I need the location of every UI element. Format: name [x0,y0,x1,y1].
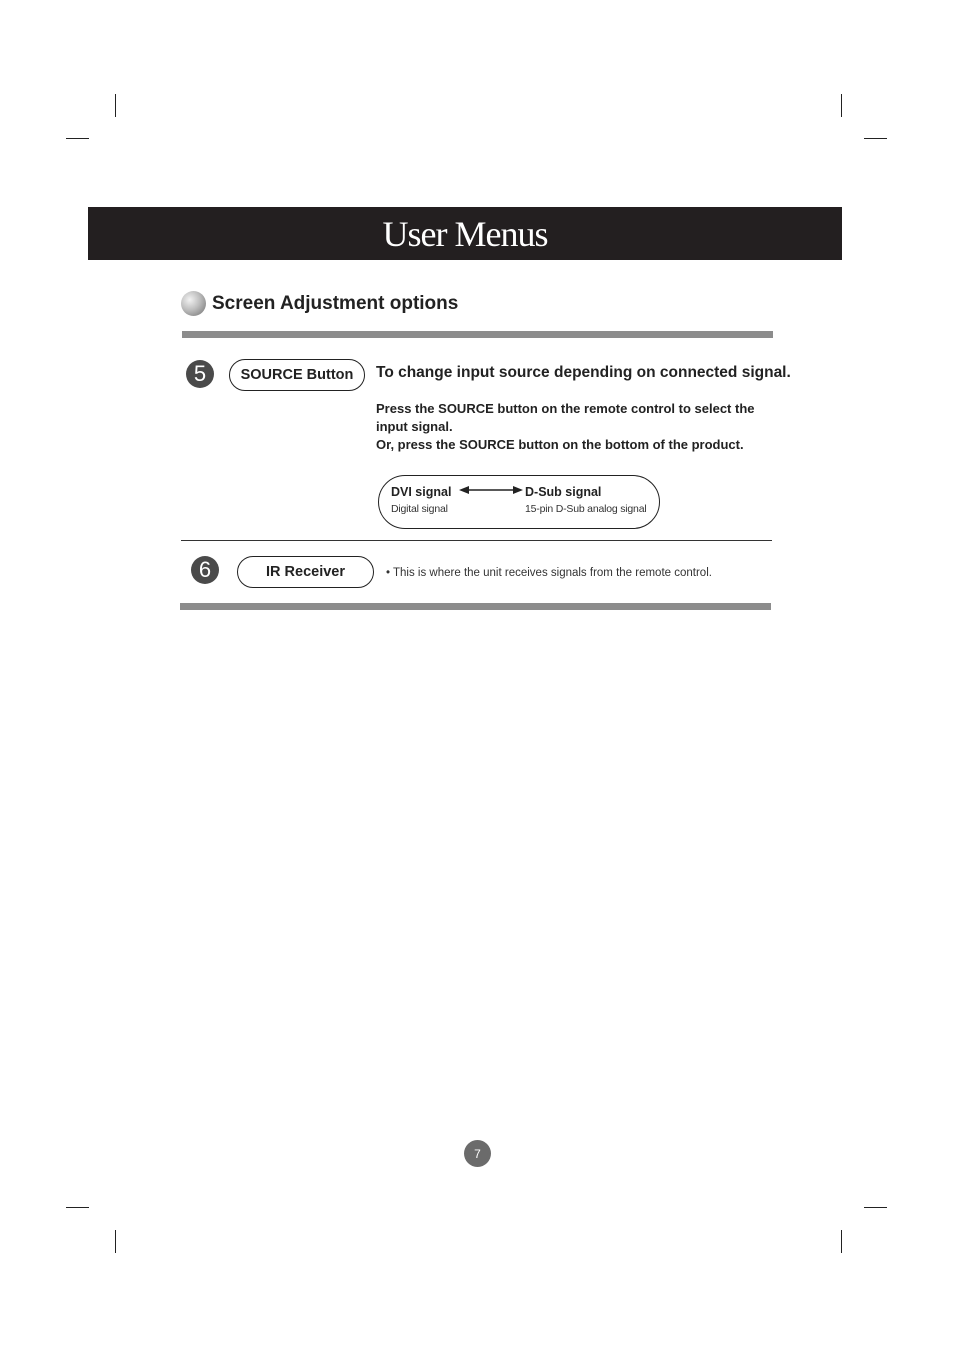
ir-receiver-note [386,567,712,579]
bullet-dot-icon: • [386,567,394,579]
crop-mark [841,1230,842,1253]
item-number-badge: 6 [191,556,219,584]
dvi-signal-sub: Digital signal [391,503,448,515]
dsub-signal-sub: 15-pin D-Sub analog signal [525,503,647,515]
page-title: User Menus [382,213,548,254]
crop-mark [115,94,116,117]
dvi-signal-label: DVI signal [391,485,452,499]
double-arrow-icon [459,485,523,495]
crop-mark [66,1207,89,1208]
signal-toggle-box [378,475,660,529]
crop-mark [115,1230,116,1253]
section-top-rule [182,331,773,338]
ir-note-text: This is where the unit receives signals from the remote control. [393,567,712,579]
crop-mark [864,1207,887,1208]
ir-receiver-label: IR Receiver [237,556,374,588]
title-bar [88,207,842,260]
item-description [376,400,796,454]
item-divider [181,540,772,541]
page-number: 7 [464,1140,491,1167]
item-heading: To change input source depending on connected signal. [376,364,791,381]
section-title: Screen Adjustment options [212,292,459,314]
description-line: input signal. [376,419,453,434]
crop-mark [66,138,89,139]
description-line: Press the SOURCE button on the remote control to select the [376,401,755,416]
item-number-badge: 5 [186,360,214,388]
description-line: Or, press the SOURCE button on the bottom of the product. [376,437,744,452]
crop-mark [864,138,887,139]
crop-mark [841,94,842,117]
dsub-signal-label: D-Sub signal [525,485,602,499]
section-bottom-rule [180,603,771,610]
source-button-label: SOURCE Button [229,359,365,391]
section-heading [181,291,458,316]
sphere-bullet-icon [181,291,206,316]
